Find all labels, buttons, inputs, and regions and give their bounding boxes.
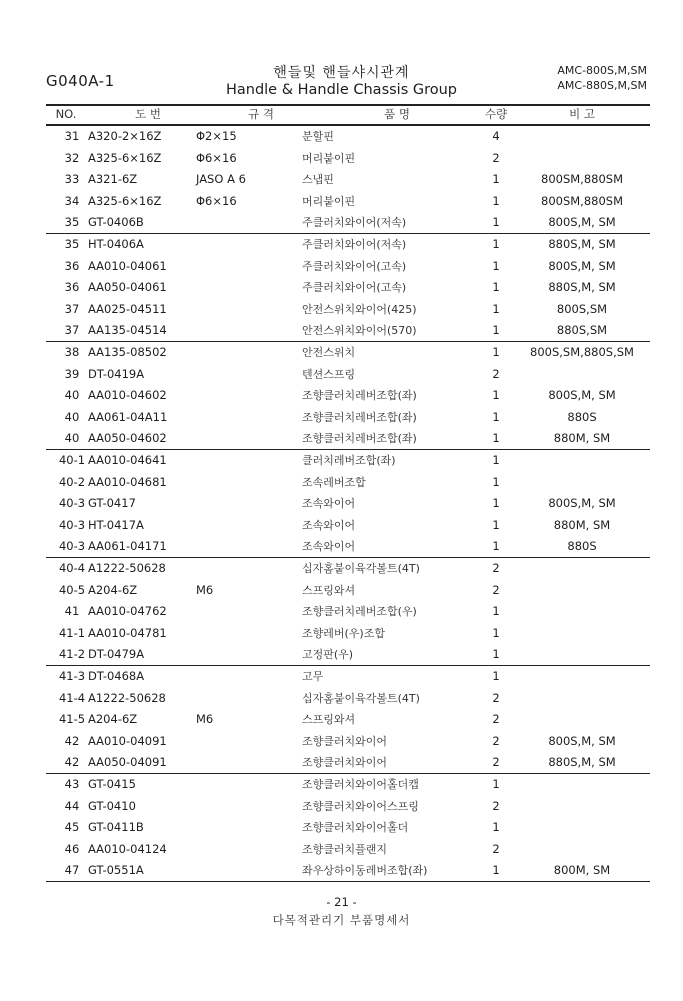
quantity: 1 [492,431,500,446]
part-number: AA010-04061 [88,258,167,273]
item-number: 33 [64,172,80,187]
item-number: 40-4 [58,561,86,575]
part-name: 주클러치와이어(고속) [302,281,407,295]
part-name: 안전스위치와이어(570) [302,324,417,338]
part-number: HT-0417A [88,517,144,532]
part-name: 십자홈붙이육각볼트(4T) [302,562,420,575]
part-number: DT-0468A [88,669,145,683]
part-number: A321-6Z [88,172,138,187]
item-number: 40-2 [58,474,86,489]
part-number: GT-0551A [88,863,144,878]
quantity: 2 [492,841,500,856]
part-number: AA025-04511 [88,301,167,316]
column-header-spec: 규 격 [248,107,274,121]
table-row [46,212,650,234]
quantity: 1 [492,453,500,467]
part-name: 조속레버조합 [302,475,366,489]
table-row [46,752,650,774]
table-row [46,580,650,602]
remarks: 800SM,880SM [541,172,623,187]
part-name: 고정판(우) [302,648,354,662]
remarks: 880S [567,409,597,424]
quantity: 1 [492,409,500,424]
item-number: 40-5 [58,582,86,597]
table-row [46,536,650,558]
table-row [46,169,650,191]
item-number: 40-3 [58,539,86,554]
table-row [46,342,650,364]
table-row [46,774,650,796]
table-row [46,191,650,213]
table-row [46,472,650,494]
part-number: GT-0417 [88,496,136,511]
quantity: 1 [492,323,500,338]
remarks: 800S,M, SM [548,496,616,511]
specification: JASO A 6 [196,172,246,187]
item-number: 38 [64,345,80,359]
title-korean: 핸들및 핸들샤시관계 [273,65,410,81]
item-number: 41-4 [58,690,86,705]
item-number: 45 [64,820,80,835]
item-number: 42 [64,733,80,748]
item-number: 35 [64,237,80,251]
quantity: 1 [492,474,500,489]
part-number: AA061-04A11 [88,409,168,424]
table-row [46,299,650,321]
part-name: 안전스위치 [302,346,356,359]
part-number: DT-0479A [88,647,145,662]
table-row [46,644,650,666]
remarks: 800S,M, SM [548,388,616,403]
part-number: A325-6×16Z [88,150,162,165]
part-name: 좌우상하이동레버조합(좌) [302,864,428,878]
quantity: 1 [492,539,500,554]
part-number: AA061-04171 [88,539,167,554]
quantity: 2 [492,366,500,381]
table-row [46,688,650,710]
quantity: 1 [492,604,500,619]
remarks: 880S,M, SM [548,280,616,295]
specification: Φ6×16 [196,193,237,208]
quantity: 1 [492,669,500,683]
table-row [46,817,650,839]
column-header-no: NO. [55,107,77,121]
part-name: 머리붙이핀 [302,151,356,165]
remarks: 880S,M, SM [548,755,616,770]
column-header-part-no: 도 번 [135,107,161,121]
model-line-2: AMC-880S,M,SM [557,79,647,92]
title-english: Handle & Handle Chassis Group [225,82,458,98]
part-number: A325-6×16Z [88,193,162,208]
specification: M6 [196,582,214,597]
column-header-note: 비 고 [569,107,595,121]
part-name: 십자홈붙이육각볼트(4T) [302,691,420,705]
item-number: 46 [64,841,80,856]
table-row [46,839,650,861]
part-number: AA010-04602 [88,388,167,403]
part-number: HT-0406A [88,237,144,251]
quantity: 4 [492,129,500,143]
table-row [46,666,650,688]
part-name: 주클러치와이어(고속) [302,259,407,273]
item-number: 42 [64,755,80,770]
quantity: 2 [492,690,500,705]
part-number: AA050-04602 [88,431,167,446]
quantity: 2 [492,712,500,727]
part-name: 조향클러치와이어홀더캡 [302,778,419,791]
item-number: 40-1 [58,453,86,467]
column-header-name: 품 명 [384,107,410,121]
item-number: 40 [64,431,80,446]
table-row [46,385,650,407]
item-number: 36 [64,280,80,295]
part-name: 조향클러치와이어 [302,756,388,770]
table-row [46,148,650,170]
document-code: G040A-1 [46,72,115,90]
part-number: AA010-04091 [88,733,167,748]
part-name: 조향클러치와이어스프링 [302,799,419,813]
part-name: 조향클러치와이어홀더 [302,821,409,835]
part-name: 주클러치와이어(저속) [302,216,407,230]
remarks: 800S,SM,880S,SM [530,345,634,359]
group-separator [46,881,650,882]
quantity: 1 [492,777,500,791]
part-name: 조향클러치레버조합(우) [302,605,417,619]
quantity: 2 [492,755,500,770]
item-number: 40-3 [58,517,86,532]
part-name: 스냅핀 [302,173,334,187]
part-number: AA010-04641 [88,453,167,467]
part-name: 조향클러치와이어 [302,734,388,748]
part-number: GT-0415 [88,777,136,791]
part-number: AA135-08502 [88,345,167,359]
quantity: 1 [492,345,500,359]
table-row [46,796,650,818]
part-name: 조향클러치레버조합(좌) [302,432,417,446]
part-name: 스프링와셔 [302,583,356,597]
item-number: 32 [64,150,80,165]
table-row [46,623,650,645]
part-name: 텐션스프링 [302,367,356,381]
table-row [46,234,650,256]
remarks: 800S,M, SM [548,258,616,273]
item-number: 41 [64,604,80,619]
part-number: GT-0406B [88,215,144,230]
table-row [46,515,650,537]
remarks: 800M, SM [553,863,611,878]
model-line-1: AMC-800S,M,SM [557,64,647,77]
table-row [46,407,650,429]
part-number: AA135-04514 [88,323,167,338]
part-name: 클러치레버조합(좌) [302,454,396,467]
quantity: 2 [492,798,500,813]
item-number: 41-5 [58,712,86,727]
item-number: 44 [64,798,80,813]
part-name: 스프링와셔 [302,713,356,727]
remarks: 880S [567,539,597,554]
quantity: 1 [492,193,500,208]
part-name: 조향클러치레버조합(좌) [302,410,417,424]
quantity: 2 [492,733,500,748]
quantity: 1 [492,496,500,511]
table-row [46,709,650,731]
table-row [46,126,650,148]
remarks: 880M, SM [553,431,611,446]
quantity: 2 [492,561,500,575]
table-row [46,428,650,450]
item-number: 36 [64,258,80,273]
part-number: GT-0410 [88,798,136,813]
part-number: AA050-04061 [88,280,167,295]
item-number: 43 [64,777,80,791]
table-row [46,860,650,882]
column-header-qty: 수량 [484,107,508,121]
item-number: 40 [64,409,80,424]
quantity: 1 [492,301,500,316]
part-name: 머리붙이핀 [302,194,356,208]
part-name: 안전스위치와이어(425) [302,302,417,316]
part-number: A204-6Z [88,582,138,597]
part-name: 조향레버(우)조합 [302,626,385,640]
remarks: 880S,SM [556,323,608,338]
quantity: 1 [492,215,500,230]
table-row [46,601,650,623]
table-row [46,364,650,386]
quantity: 1 [492,237,500,251]
item-number: 41-2 [58,647,86,662]
table-row [46,277,650,299]
part-number: A204-6Z [88,712,138,727]
item-number: 40 [64,388,80,403]
quantity: 1 [492,258,500,273]
document-footer-title: 다목적관리기 부품명세서 [272,913,411,927]
remarks: 800SM,880SM [541,193,623,208]
table-row [46,320,650,342]
part-number: AA010-04124 [88,841,167,856]
part-number: GT-0411B [88,820,144,835]
part-number: A1222-50628 [88,561,166,575]
item-number: 35 [64,215,80,230]
quantity: 1 [492,625,500,640]
table-row [46,256,650,278]
table-row [46,731,650,753]
specification: M6 [196,712,214,727]
part-number: DT-0419A [88,366,145,381]
item-number: 41-3 [58,669,86,683]
table-row [46,450,650,472]
part-name: 고무 [302,670,324,683]
item-number: 37 [64,301,80,316]
remarks: 880M, SM [553,517,611,532]
part-name: 조속와이어 [302,540,356,554]
part-number: A1222-50628 [88,690,166,705]
quantity: 1 [492,820,500,835]
part-name: 조속와이어 [302,497,356,511]
remarks: 800S,M, SM [548,733,616,748]
page-number: - 21 - [326,895,357,909]
part-name: 분할핀 [302,130,334,143]
item-number: 39 [64,366,80,381]
table-row [46,493,650,515]
table-row [46,558,650,580]
item-number: 37 [64,323,80,338]
specification: Φ6×16 [196,150,237,165]
item-number: 41-1 [58,625,86,640]
quantity: 1 [492,517,500,532]
item-number: 34 [64,193,80,208]
part-name: 주클러치와이어(저속) [302,238,407,251]
part-number: AA010-04781 [88,625,167,640]
part-number: AA010-04762 [88,604,167,619]
item-number: 31 [64,129,80,143]
remarks: 800S,SM [556,301,608,316]
quantity: 2 [492,582,500,597]
quantity: 2 [492,150,500,165]
remarks: 880S,M, SM [548,237,616,251]
remarks: 800S,M, SM [548,215,616,230]
quantity: 1 [492,388,500,403]
specification: Φ2×15 [196,129,237,143]
quantity: 1 [492,280,500,295]
part-name: 조향클러치레버조합(좌) [302,389,417,403]
quantity: 1 [492,172,500,187]
part-name: 조향클러치플랜지 [302,842,388,856]
item-number: 47 [64,863,80,878]
quantity: 1 [492,863,500,878]
part-name: 조속와이어 [302,518,356,532]
part-number: A320-2×16Z [88,129,162,143]
part-number: AA010-04681 [88,474,167,489]
quantity: 1 [492,647,500,662]
item-number: 40-3 [58,496,86,511]
part-number: AA050-04091 [88,755,167,770]
